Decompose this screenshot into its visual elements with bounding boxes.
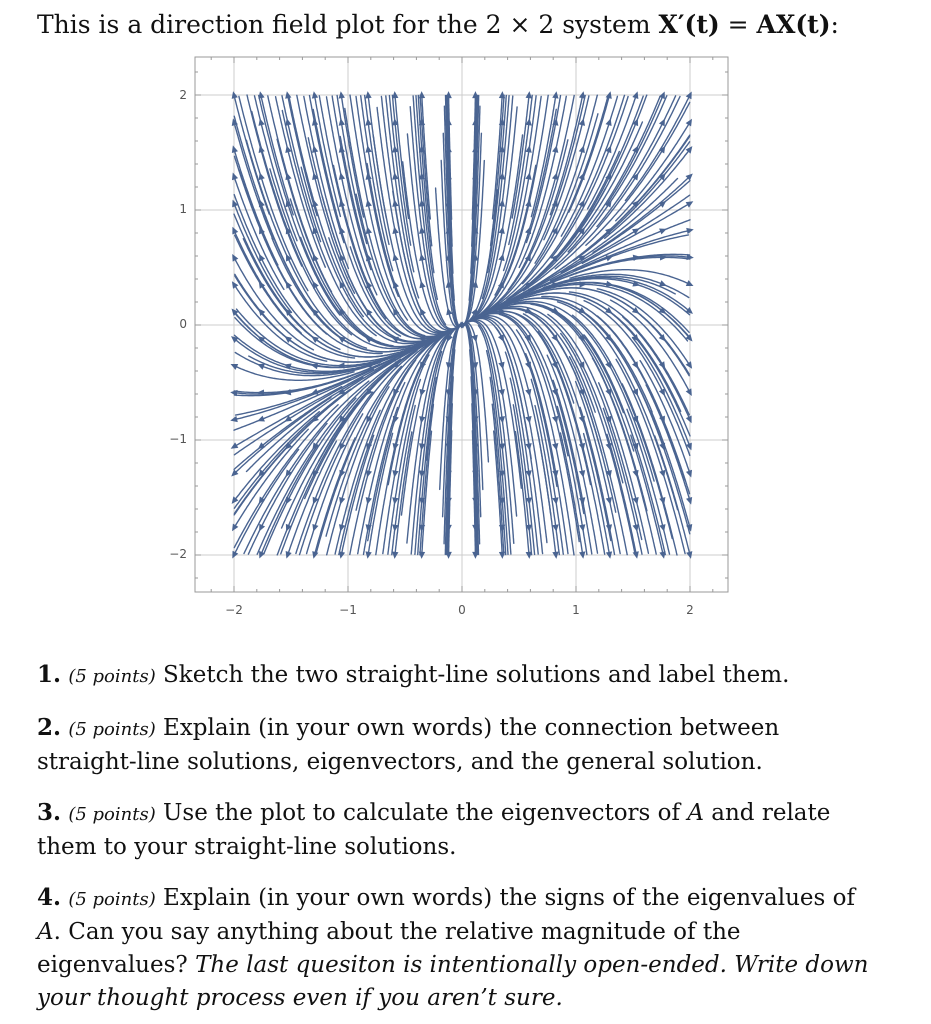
flow-arrowhead <box>393 416 399 424</box>
flow-arrowhead <box>525 416 531 423</box>
matrix-variable: A <box>687 800 704 826</box>
flow-arrowhead <box>686 497 692 505</box>
flow-arrowhead <box>552 416 558 424</box>
flow-arrowhead <box>525 172 531 179</box>
y-tick-label: 1 <box>179 202 187 216</box>
question-text: Use the plot to calculate the eigenvectors of <box>163 800 688 826</box>
flow-arrowhead <box>339 172 345 180</box>
y-tick-label: 0 <box>179 317 187 331</box>
flow-arrowhead <box>552 443 558 451</box>
intro-lhs: X′(t) <box>658 10 720 39</box>
question-text-continued: . Can you say anything about the relative magnitude of the eigenvalues? <box>37 919 741 978</box>
flow-arrowhead <box>525 389 531 397</box>
flow-arrowhead <box>285 118 291 126</box>
x-axis-labels <box>225 603 694 617</box>
intro-after: : <box>830 10 839 39</box>
flow-arrowhead <box>339 497 345 505</box>
flow-arrowhead <box>606 497 612 505</box>
flow-arrowhead <box>498 362 504 370</box>
intro-rhs: AX(t) <box>756 10 831 39</box>
question-number: 3. <box>37 799 62 826</box>
flow-arrowhead <box>232 173 238 181</box>
question-text-continued: and relate them to your straight-line solutions. <box>37 800 831 860</box>
flow-arrowhead <box>312 524 318 532</box>
intro-system-size: 2 × 2 <box>485 10 555 39</box>
intro-eq: = <box>719 10 757 39</box>
x-tick-label: 1 <box>572 603 580 617</box>
question-4 <box>37 881 877 1015</box>
flow-arrowhead <box>498 254 504 262</box>
question-points: (5 points) <box>68 804 156 825</box>
direction-field-plot <box>150 52 740 627</box>
flow-arrowhead <box>366 497 372 505</box>
flow-arrowhead <box>259 173 265 181</box>
flow-arrowhead <box>633 524 639 532</box>
flow-arrowhead <box>366 199 372 207</box>
flow-arrowhead <box>579 145 585 153</box>
flow-arrowhead <box>366 227 372 235</box>
flow-arrowhead <box>393 254 399 262</box>
x-tick-label: −2 <box>225 603 243 617</box>
flow-arrowhead <box>232 281 239 289</box>
question-3 <box>37 796 877 864</box>
question-points: (5 points) <box>68 719 156 740</box>
question-note: The last quesiton is intentionally open-ended. Write down your thought process even if you aren’t sure. <box>37 952 869 1011</box>
intro-mid: system <box>554 10 659 39</box>
y-tick-label: −2 <box>169 547 187 561</box>
x-tick-label: 2 <box>686 603 694 617</box>
question-1 <box>37 658 877 693</box>
flow-arrowhead <box>552 145 558 153</box>
intro-sentence <box>37 6 839 44</box>
flow-arrowhead <box>579 524 585 531</box>
flow-arrowhead <box>392 470 398 477</box>
question-points: (5 points) <box>68 666 156 687</box>
question-text: Explain (in your own words) the connection between straight-line solutions, eigenvectors, and the general solution. <box>37 715 780 775</box>
question-number: 4. <box>37 884 62 911</box>
y-tick-label: 2 <box>179 88 187 102</box>
x-tick-label: −1 <box>339 603 357 617</box>
flow-arrowhead <box>232 145 238 153</box>
intro-before: This is a direction field plot for the <box>37 10 486 39</box>
question-number: 2. <box>37 714 62 741</box>
flow-arrowhead <box>606 118 612 126</box>
flow-arrowhead <box>579 470 585 478</box>
question-points: (5 points) <box>68 889 156 910</box>
flow-arrowhead <box>552 118 558 125</box>
flow-arrowhead <box>419 281 425 289</box>
y-axis-labels <box>169 88 187 561</box>
y-tick-label: −1 <box>169 432 187 446</box>
flow-arrowhead <box>419 389 425 397</box>
question-text: Sketch the two straight-line solutions and label them. <box>163 662 790 688</box>
x-tick-label: 0 <box>458 603 466 617</box>
flow-arrowhead <box>312 145 318 153</box>
flow-arrowhead <box>339 118 345 125</box>
flow-arrowhead <box>686 361 693 369</box>
flow-arrowhead <box>686 470 692 478</box>
matrix-variable: A <box>37 919 54 945</box>
question-2 <box>37 711 877 779</box>
question-text: Explain (in your own words) the signs of the eigenvalues of <box>163 885 856 911</box>
flow-arrowhead <box>393 281 399 289</box>
flow-arrowhead <box>284 415 292 421</box>
flow-arrowhead <box>339 227 345 235</box>
question-number: 1. <box>37 661 62 688</box>
flow-arrowhead <box>311 389 319 395</box>
flow-arrowhead <box>659 470 665 478</box>
flow-arrowhead <box>392 227 398 234</box>
